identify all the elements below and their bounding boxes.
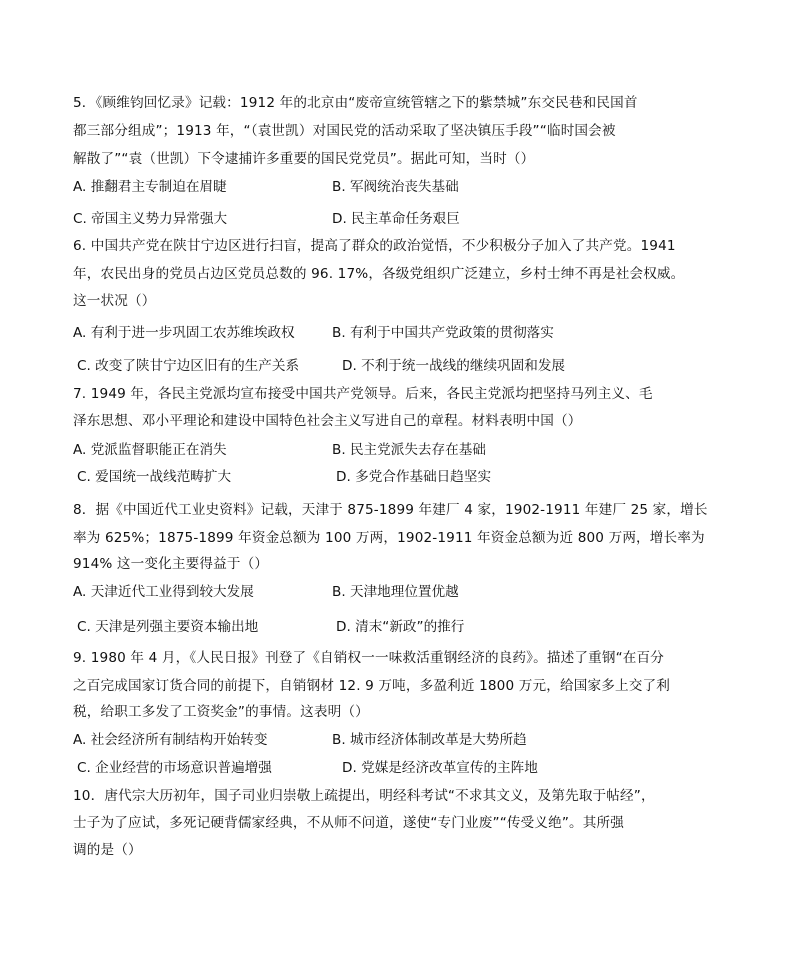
question-10-line-3: 调的是（）: [73, 842, 142, 858]
question-10-line-2: 士子为了应试，多死记硬背儒家经典，不从师不问道，遂使“专门业废”“传受义绝”。其所强: [73, 815, 625, 831]
question-9-option-a: A. 社会经济所有制结构开始转变: [73, 732, 268, 748]
question-7-option-d: D. 多党合作基础日趋坚实: [336, 469, 492, 485]
question-5-option-a: A. 推翻君主专制迫在眉睫: [73, 179, 227, 195]
question-9-line-2: 之百完成国家订货合同的前提下，自销钢材 12. 9 万吨，多盈利近 1800 万元，给国家多上交了利: [73, 678, 670, 694]
question-8-line-2: 率为 625%；1875-1899 年资金总额为 100 万两，1902-1911 年资金总额为近 800 万两，增长率为: [73, 530, 705, 546]
question-5-line-1: 5．《顾维钧回忆录》记载：1912 年的北京由“废帝宣统管辖之下的紫禁城”东交民巷和民国首: [73, 95, 638, 111]
question-6-option-d: D. 不利于统一战线的继续巩固和发展: [342, 358, 566, 374]
question-8-option-c: C. 天津是列强主要资本输出地: [77, 619, 259, 635]
question-8-line-1: 8．据《中国近代工业史资料》记载，天津于 875-1899 年建厂 4 家，1902-1911 年建厂 25 家，增长: [73, 502, 708, 518]
question-8-line-3: 914% 这一变化主要得益于（）: [73, 556, 269, 572]
question-7-line-2: 泽东思想、邓小平理论和建设中国特色社会主义写进自己的章程。材料表明中国（）: [73, 413, 582, 429]
question-10-line-1: 10．唐代宗大历初年，国子司业归崇敬上疏提出，明经科考试“不求其文义，及第先取于帖经”，: [73, 788, 655, 804]
question-5-option-b: B. 军阀统治丧失基础: [332, 179, 459, 195]
question-5-option-d: D. 民主革命任务艰巨: [332, 211, 460, 227]
question-5-line-2: 都三部分组成”；1913 年，“（袁世凯）对国民党的活动采取了坚决镇压手段”“临时国会被: [73, 123, 616, 139]
question-9-option-d: D. 党媒是经济改革宣传的主阵地: [342, 760, 538, 776]
question-6-line-1: 6. 中国共产党在陕甘宁边区进行扫盲，提高了群众的政治觉悟，不少积极分子加入了共产党。1941: [73, 238, 676, 254]
question-5-line-3: 解散了”“袁（世凯）下令逮捕许多重要的国民党党员”。据此可知，当时（）: [73, 151, 535, 167]
question-9-option-b: B. 城市经济体制改革是大势所趋: [332, 732, 527, 748]
question-6-option-b: B. 有利于中国共产党政策的贯彻落实: [332, 325, 554, 341]
question-7-line-1: 7. 1949 年，各民主党派均宣布接受中国共产党领导。后来，各民主党派均把坚持马列主义、毛: [73, 386, 653, 402]
question-6-option-a: A. 有利于进一步巩固工农苏维埃政权: [73, 325, 295, 341]
question-5-option-c: C. 帝国主义势力异常强大: [73, 211, 228, 227]
question-8-option-a: A. 天津近代工业得到较大发展: [73, 584, 254, 600]
question-7-option-b: B. 民主党派失去存在基础: [332, 442, 486, 458]
question-9-line-1: 9. 1980 年 4 月，《人民日报》刊登了《自销权一一味救活重钢经济的良药》。描述了重钢“在百分: [73, 650, 664, 666]
question-9-line-3: 税，给职工多发了工资奖金”的事情。这表明（）: [73, 704, 369, 720]
question-6-line-3: 这一状况（）: [73, 293, 156, 309]
question-8-option-d: D. 清末“新政”的推行: [336, 619, 465, 635]
question-7-option-a: A. 党派监督职能正在消失: [73, 442, 227, 458]
question-6-line-2: 年，农民出身的党员占边区党员总数的 96. 17%，各级党组织广泛建立，乡村士绅不再是社会权威。: [73, 266, 685, 282]
question-8-option-b: B. 天津地理位置优越: [332, 584, 459, 600]
question-9-option-c: C. 企业经营的市场意识普遍增强: [77, 760, 272, 776]
question-7-option-c: C. 爱国统一战线范畴扩大: [77, 469, 232, 485]
question-6-option-c: C. 改变了陕甘宁边区旧有的生产关系: [77, 358, 300, 374]
